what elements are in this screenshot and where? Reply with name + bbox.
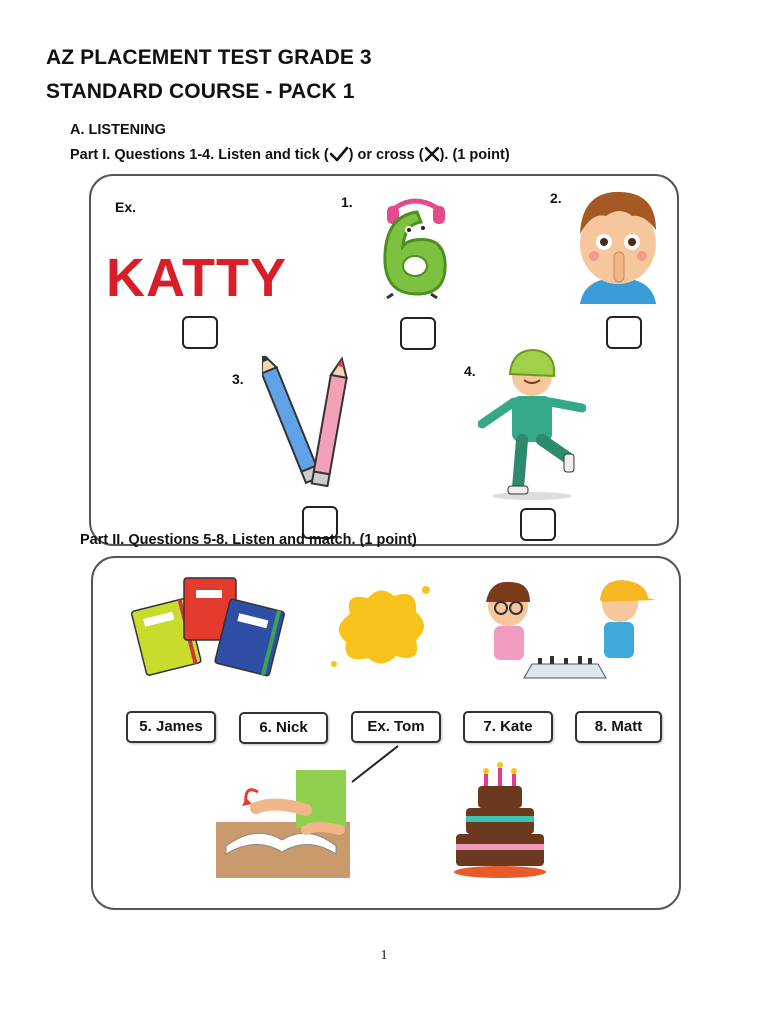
example-word: KATTY [106,248,287,308]
answer-box-2[interactable] [606,316,642,349]
question-2-number: 2. [550,190,562,206]
page-number: 1 [380,948,388,963]
notebooks-picture [130,574,290,678]
question-4-number: 4. [464,363,476,379]
example-label: Ex. [115,199,137,215]
answer-box-example[interactable] [182,316,218,349]
question-1-number: 1. [341,194,353,210]
page-title: AZ PLACEMENT TEST GRADE 3 [46,46,372,69]
number-six-picture [375,194,455,302]
quiet-boy-picture [570,186,666,304]
cross-mark-icon [424,146,440,162]
answer-box-1[interactable] [400,317,436,350]
children-playing-chess-picture [470,572,656,688]
name-box-james[interactable]: 5. James [126,711,216,743]
question-3-number: 3. [232,371,244,387]
part1-instruction: Part I. Questions 1-4. Listen and tick ( ) or cross ( ). (1 point) [70,147,510,163]
pencils-picture [262,356,362,494]
page-subtitle: STANDARD COURSE - PACK 1 [46,80,355,103]
name-box-matt[interactable]: 8. Matt [575,711,662,743]
name-box-tom[interactable]: Ex. Tom [351,711,441,743]
birthday-cake-picture [452,762,548,882]
answer-box-4[interactable] [520,508,556,541]
part2-instruction: Part II. Questions 5-8. Listen and match. (1 point) [80,532,417,548]
name-box-nick[interactable]: 6. Nick [239,712,328,744]
example-match-line [348,744,402,784]
section-heading: A. LISTENING [70,122,166,138]
reading-book-picture [216,770,350,878]
roller-skating-boy-picture [478,346,586,502]
check-mark-icon [329,146,349,162]
yellow-paint-splash-picture [330,584,434,670]
name-box-kate[interactable]: 7. Kate [463,711,553,743]
